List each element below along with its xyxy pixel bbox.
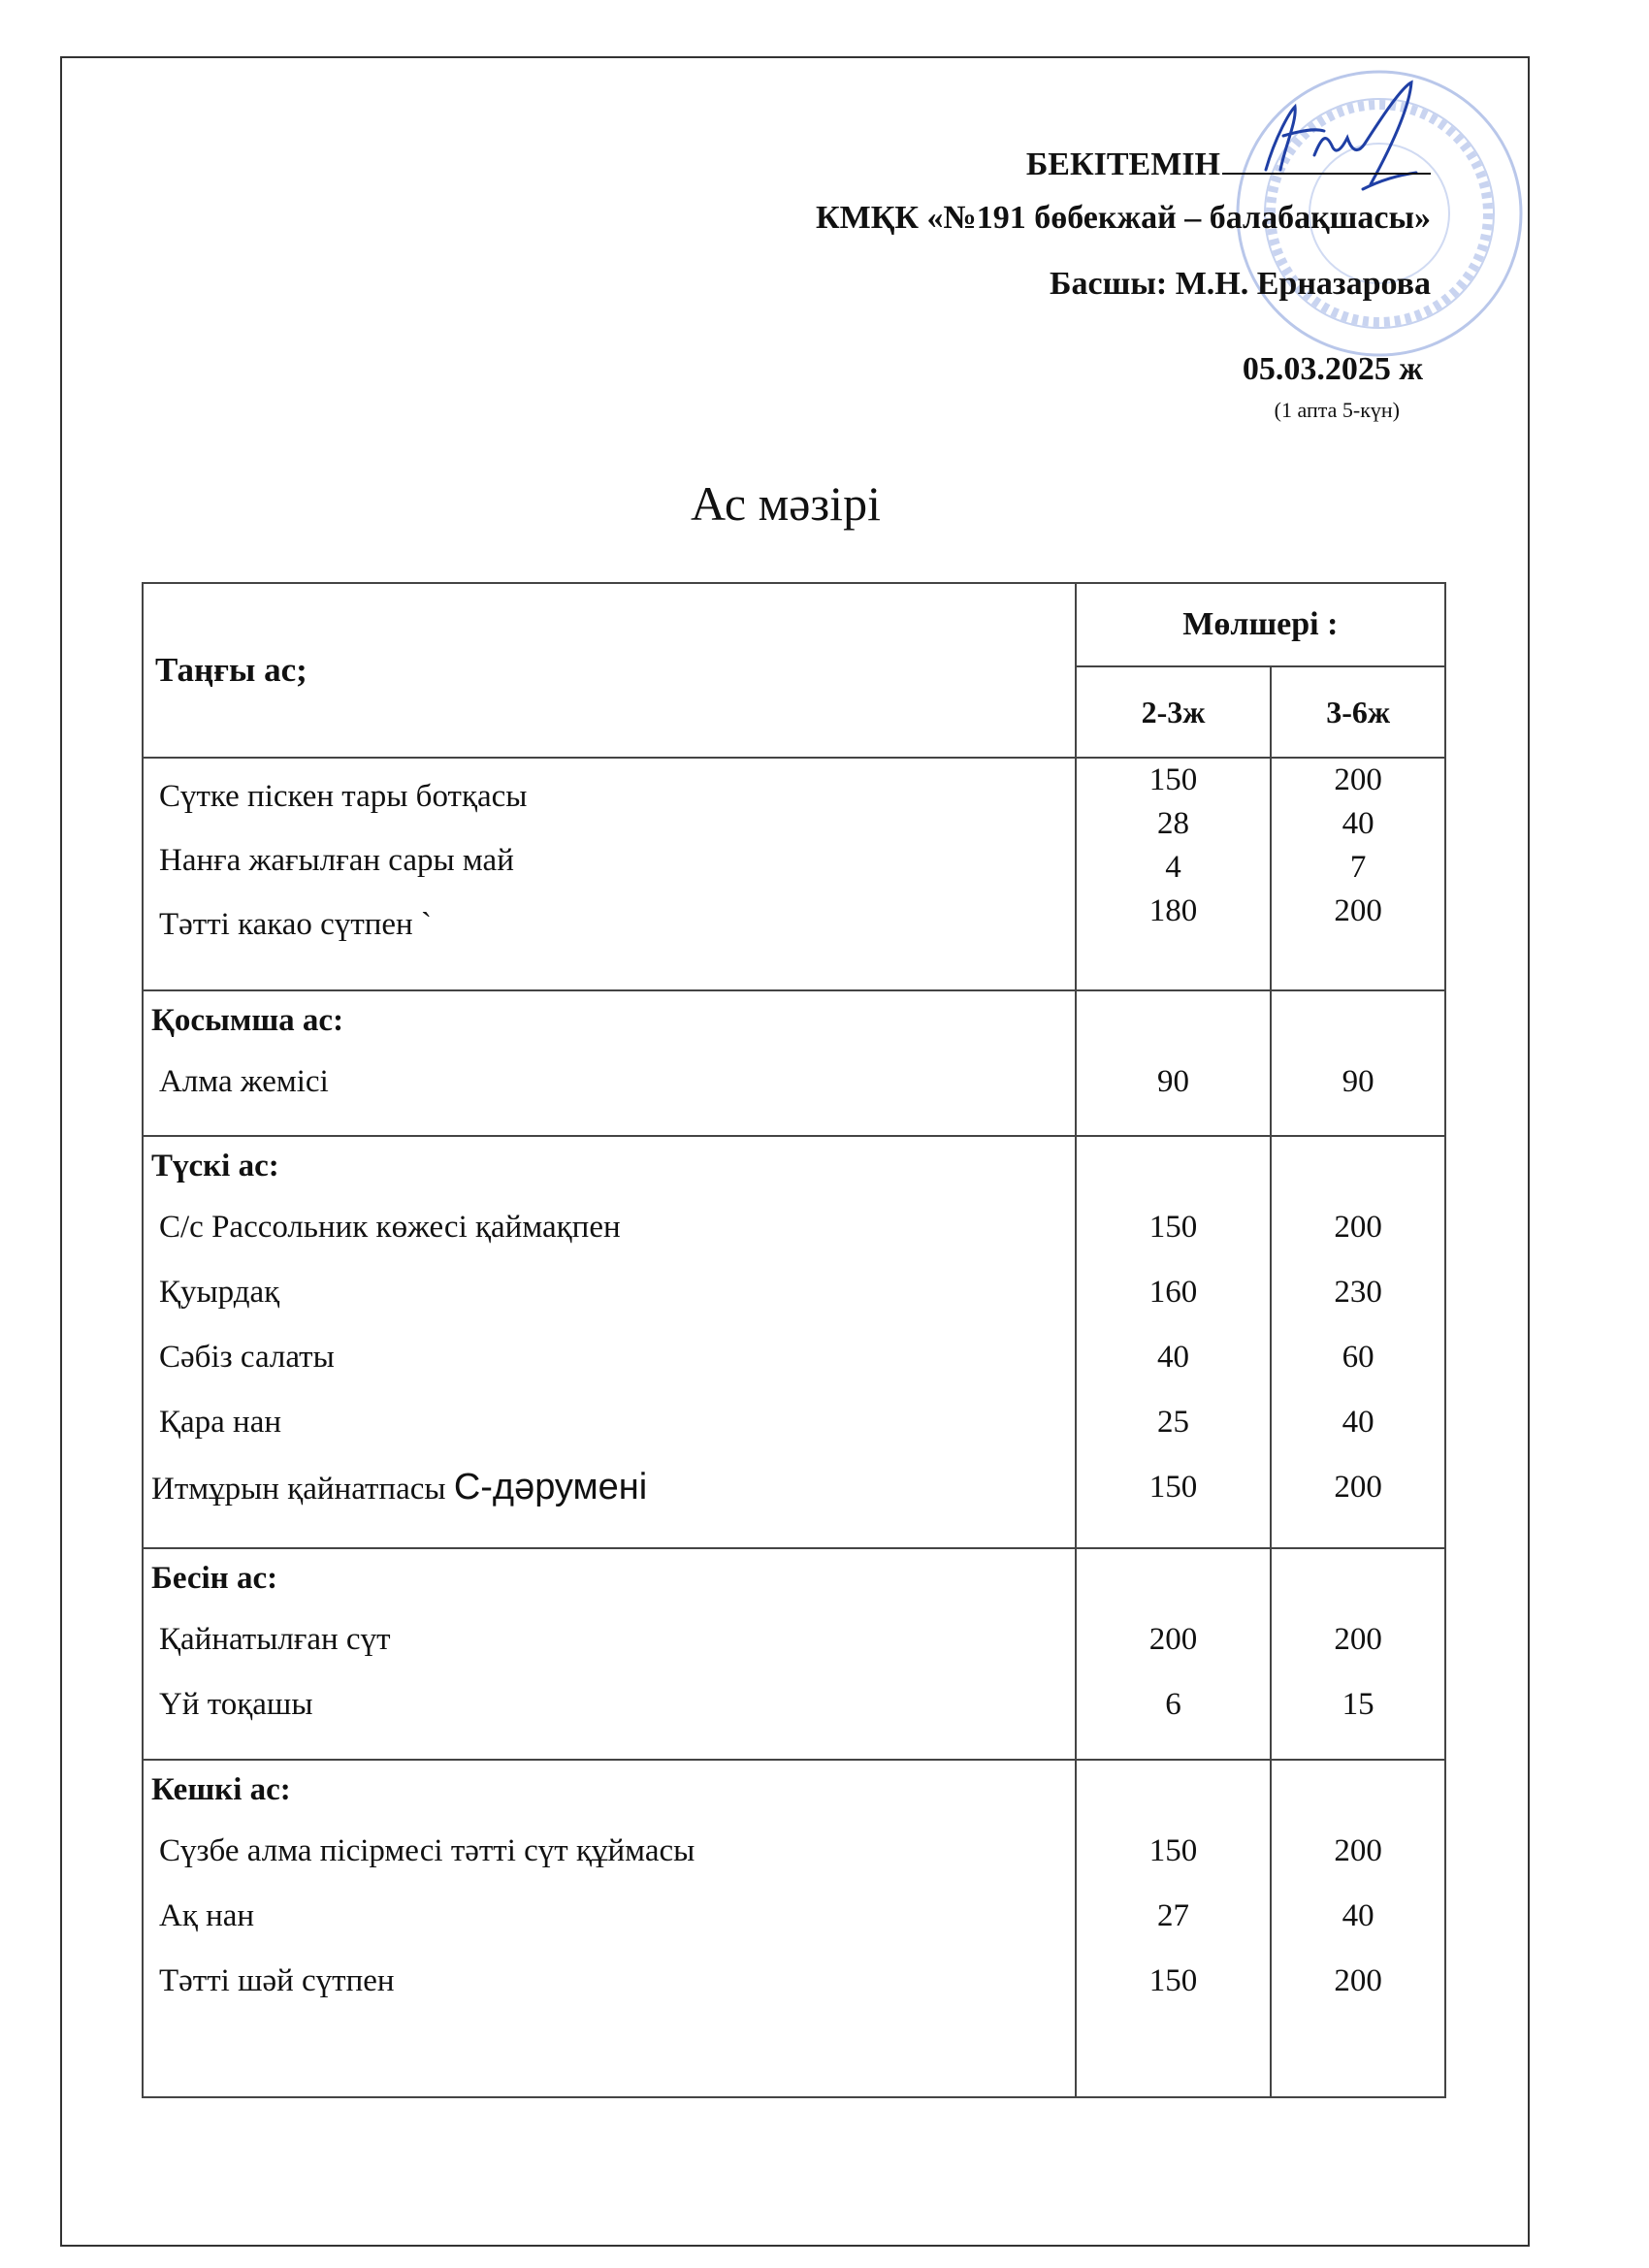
- lunch-row: [143, 1136, 1445, 1548]
- dinner-qty-3-6: [1271, 1760, 1445, 2097]
- qty-value: 150: [1148, 762, 1198, 797]
- qty-value: 150: [1148, 1963, 1198, 1998]
- list-item: Тәтті какао сүтпен `: [159, 907, 432, 942]
- approve-label: БЕКІТЕМІН: [1025, 146, 1220, 182]
- qty-value: 230: [1334, 1275, 1382, 1310]
- afternoon-items: [143, 1548, 1076, 1760]
- snack-qty-3-6: [1271, 990, 1445, 1136]
- qty-value: 40: [1342, 1898, 1374, 1933]
- list-item: С/с Рассольник көжесі қаймақпен: [159, 1210, 621, 1245]
- dinner-row: [143, 1760, 1445, 2097]
- snack-qty-2-3: [1076, 990, 1272, 1136]
- page-title: Ас мәзірі: [691, 476, 881, 531]
- lunch-title: Түскі ас:: [151, 1149, 279, 1183]
- menu-table: [142, 582, 1446, 2098]
- qty-value: 150: [1148, 1833, 1198, 1868]
- list-item: Қайнатылған сүт: [159, 1622, 391, 1657]
- snack-items: [143, 990, 1076, 1136]
- dinner-items: [143, 1760, 1076, 2097]
- quantity-header: Мөлшері :: [1076, 583, 1445, 666]
- dinner-qty-2-3: [1076, 1760, 1272, 2097]
- qty-value: 180: [1148, 893, 1198, 928]
- afternoon-title: Бесін ас:: [151, 1561, 278, 1596]
- breakfast-items: [143, 758, 1076, 990]
- snack-title: Қосымша ас:: [151, 1003, 344, 1038]
- list-item: Сүзбе алма пісірмесі тәтті сүт құймасы: [159, 1833, 695, 1868]
- qty-value: 40: [1342, 806, 1374, 841]
- qty-value: 150: [1148, 1470, 1198, 1505]
- breakfast-qty-2-3: [1076, 758, 1272, 990]
- qty-value: 200: [1334, 1210, 1382, 1245]
- list-item: [144, 1455, 1075, 1522]
- signature-line: [1222, 144, 1431, 175]
- list-item: Қуырдақ: [159, 1275, 280, 1310]
- organization-name: КМҚК «№191 бөбекжай – балабақшасы»: [816, 200, 1431, 236]
- qty-value: 200: [1334, 893, 1382, 928]
- list-item: Сәбіз салаты: [159, 1340, 335, 1375]
- qty-value: 4: [1165, 850, 1181, 885]
- age-2-3-header: 2-3ж: [1076, 666, 1272, 758]
- age-3-6-header: 3-6ж: [1271, 666, 1445, 758]
- week-day: (1 апта 5-күн): [1274, 398, 1400, 422]
- qty-value: 160: [1148, 1275, 1198, 1310]
- qty-value: 200: [1334, 1622, 1382, 1657]
- snack-row: [143, 990, 1445, 1136]
- qty-value: 200: [1334, 1963, 1382, 1998]
- lunch-qty-3-6: [1271, 1136, 1445, 1548]
- list-item: Нанға жағылған сары май: [159, 843, 514, 878]
- signature-mark: [1246, 78, 1431, 204]
- list-item: Үй тоқашы: [159, 1687, 313, 1722]
- qty-value: 200: [1334, 762, 1382, 797]
- qty-value: 25: [1157, 1405, 1190, 1440]
- head-name: Басшы: М.Н. Ерназарова: [1050, 266, 1431, 302]
- dinner-title: Кешкі ас:: [151, 1772, 291, 1807]
- list-item: Тәтті шәй сүтпен: [159, 1963, 395, 1998]
- approve-line: [1026, 144, 1431, 183]
- qty-value: 6: [1165, 1687, 1181, 1722]
- header-row: [143, 583, 1445, 666]
- qty-value: 60: [1342, 1340, 1374, 1375]
- afternoon-row: [143, 1548, 1445, 1760]
- list-item: Сүтке піскен тары ботқасы: [159, 779, 528, 814]
- afternoon-qty-3-6: [1271, 1548, 1445, 1760]
- qty-value: 200: [1334, 1470, 1382, 1505]
- qty-value: 27: [1157, 1898, 1190, 1933]
- qty-value: 15: [1342, 1687, 1374, 1722]
- qty-value: 40: [1157, 1340, 1190, 1375]
- list-item-text: Итмұрын қайнатпасы: [151, 1472, 454, 1507]
- list-item: Қара нан: [159, 1405, 282, 1440]
- breakfast-qty-3-6: [1271, 758, 1445, 990]
- list-item-text: С-дәрумені: [453, 1467, 648, 1507]
- qty-value: 90: [1342, 1064, 1374, 1099]
- breakfast-title: Таңғы ас;: [143, 583, 1076, 758]
- qty-value: 200: [1148, 1622, 1198, 1657]
- qty-value: 200: [1334, 1833, 1382, 1868]
- lunch-qty-2-3: [1076, 1136, 1272, 1548]
- list-item: Ақ нан: [159, 1898, 255, 1933]
- qty-value: 40: [1342, 1405, 1374, 1440]
- qty-value: 7: [1349, 850, 1367, 885]
- afternoon-qty-2-3: [1076, 1548, 1272, 1760]
- qty-value: 150: [1148, 1210, 1198, 1245]
- lunch-items: [143, 1136, 1076, 1548]
- list-item: Алма жемісі: [159, 1064, 329, 1099]
- menu-date: 05.03.2025 ж: [1242, 351, 1423, 387]
- qty-value: 28: [1157, 806, 1190, 841]
- breakfast-row: [143, 758, 1445, 990]
- qty-value: 90: [1157, 1064, 1190, 1099]
